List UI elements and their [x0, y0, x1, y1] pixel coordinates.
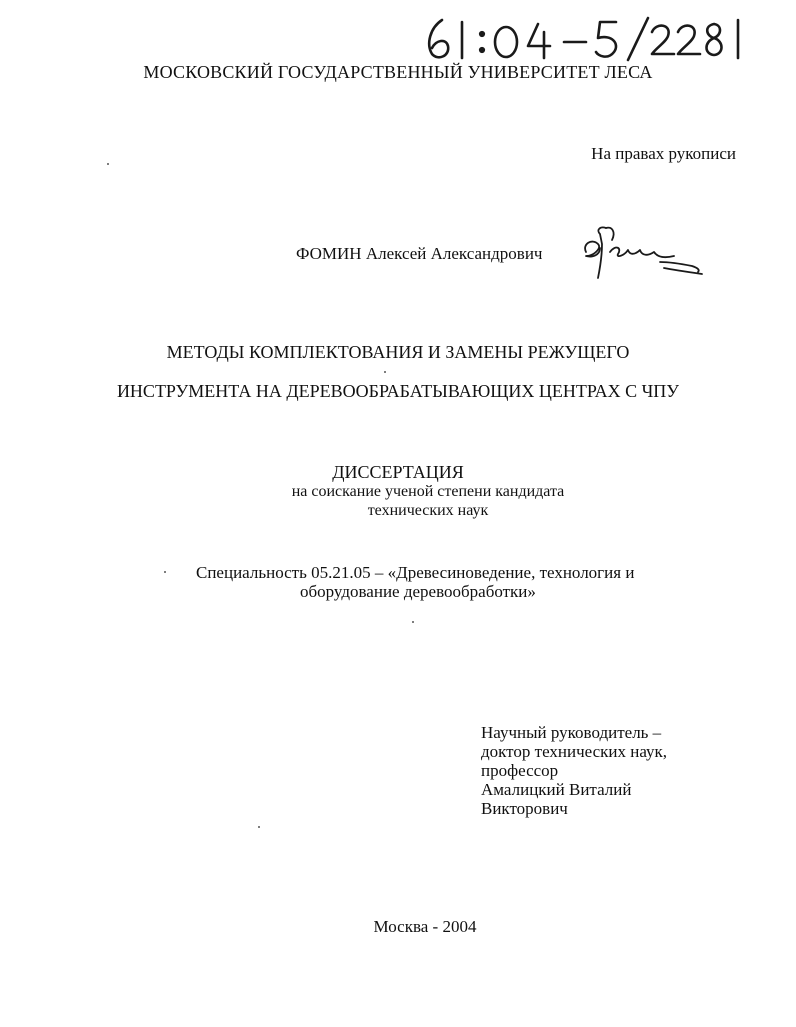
supervisor-line-4: Амалицкий Виталий: [481, 780, 632, 799]
scan-speck: [258, 826, 260, 828]
dissertation-title-line-1: МЕТОДЫ КОМПЛЕКТОВАНИЯ И ЗАМЕНЫ РЕЖУЩЕГО: [166, 342, 630, 362]
scan-speck: [412, 621, 414, 623]
university-name: МОСКОВСКИЙ ГОСУДАРСТВЕННЫЙ УНИВЕРСИТЕТ ЛЕСА: [143, 62, 653, 82]
handwritten-archive-number: [420, 14, 760, 62]
supervisor-line-3: профессор: [481, 761, 559, 780]
manuscript-rights-note: На правах рукописи: [591, 144, 736, 163]
degree-line-1: на соискание ученой степени кандидата: [291, 483, 565, 500]
supervisor-line-2: доктор технических наук,: [481, 742, 668, 761]
supervisor-line-5: Викторович: [481, 799, 568, 818]
scan-speck: [384, 371, 386, 373]
specialty-line-2: оборудование деревообработки»: [300, 582, 536, 601]
dissertation-title-line-2: ИНСТРУМЕНТА НА ДЕРЕВООБРАБАТЫВАЮЩИХ ЦЕНТРАХ С ЧПУ: [116, 381, 680, 401]
scan-speck: [107, 163, 109, 165]
specialty-line-1: Специальность 05.21.05 – «Древесиноведение, технология и: [196, 563, 635, 582]
author-signature: [578, 222, 708, 284]
city-year: Москва - 2004: [373, 917, 477, 936]
degree-line-2: технических наук: [367, 502, 489, 519]
scan-speck: [164, 571, 166, 573]
document-type: ДИССЕРТАЦИЯ: [332, 462, 464, 482]
supervisor-line-1: Научный руководитель –: [481, 723, 662, 742]
author-name: ФОМИН Алексей Александрович: [296, 244, 543, 263]
